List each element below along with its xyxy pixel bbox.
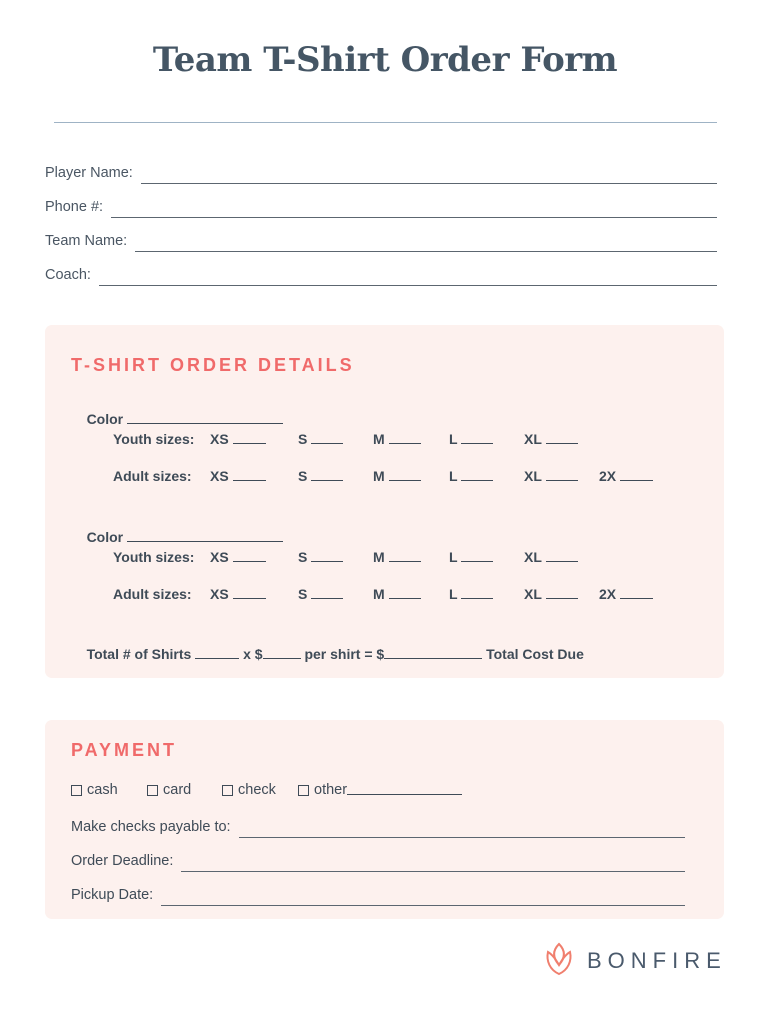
size-blank[interactable] xyxy=(389,468,421,481)
size-blank[interactable] xyxy=(546,586,578,599)
player-name-field[interactable] xyxy=(45,162,717,184)
size-label: L xyxy=(449,431,458,447)
cash-checkbox[interactable] xyxy=(71,785,82,796)
youth-1-xs[interactable] xyxy=(210,431,266,447)
total-shirts-blank[interactable] xyxy=(195,646,239,659)
payment-panel xyxy=(45,720,724,919)
bonfire-wordmark: BONFIRE xyxy=(587,948,727,973)
youth-1-l[interactable] xyxy=(449,431,493,447)
youth-2-s[interactable] xyxy=(298,549,343,565)
total-cost-blank[interactable] xyxy=(384,646,482,659)
totals-row xyxy=(71,630,584,678)
size-label: XL xyxy=(524,549,542,565)
bonfire-logo xyxy=(543,943,733,979)
adult-1-xs[interactable] xyxy=(210,468,266,484)
adult-sizes-1-label: Adult sizes: xyxy=(113,468,192,484)
check-checkbox[interactable] xyxy=(222,785,233,796)
order-details-heading: T-SHIRT ORDER DETAILS xyxy=(71,355,355,375)
youth-2-l[interactable] xyxy=(449,549,493,565)
size-blank[interactable] xyxy=(311,468,343,481)
size-blank[interactable] xyxy=(620,468,653,481)
other-option[interactable] xyxy=(298,782,462,798)
adult-1-l[interactable] xyxy=(449,468,493,484)
size-blank[interactable] xyxy=(311,431,343,444)
size-blank[interactable] xyxy=(461,431,493,444)
team-name-label: Team Name: xyxy=(45,233,128,249)
pickup-date-line[interactable] xyxy=(161,891,685,906)
cash-label: cash xyxy=(87,782,118,798)
adult-1-s[interactable] xyxy=(298,468,343,484)
youth-2-xs[interactable] xyxy=(210,549,266,565)
size-blank[interactable] xyxy=(546,549,578,562)
pickup-date-field[interactable] xyxy=(71,884,685,906)
size-blank[interactable] xyxy=(233,549,266,562)
size-label: S xyxy=(298,549,308,565)
price-blank[interactable] xyxy=(263,646,301,659)
card-checkbox[interactable] xyxy=(147,785,158,796)
bonfire-flame-icon xyxy=(543,941,575,982)
coach-label: Coach: xyxy=(45,267,91,283)
player-name-line[interactable] xyxy=(141,169,717,184)
color-2-label: Color xyxy=(86,529,124,545)
title-divider xyxy=(54,122,717,123)
size-blank[interactable] xyxy=(233,468,266,481)
size-label: S xyxy=(298,468,308,484)
total-cost-label: Total Cost Due xyxy=(486,646,584,662)
color-2-blank[interactable] xyxy=(127,529,283,542)
size-blank[interactable] xyxy=(461,586,493,599)
team-name-field[interactable] xyxy=(45,230,717,252)
youth-sizes-1-label: Youth sizes: xyxy=(113,431,195,447)
size-blank[interactable] xyxy=(233,431,266,444)
youth-1-s[interactable] xyxy=(298,431,343,447)
size-blank[interactable] xyxy=(461,549,493,562)
payment-heading: PAYMENT xyxy=(71,740,178,760)
size-label: XS xyxy=(210,431,229,447)
adult-1-xl[interactable] xyxy=(524,468,578,484)
adult-1-2x[interactable] xyxy=(599,468,653,484)
size-label: M xyxy=(373,549,385,565)
order-deadline-field[interactable] xyxy=(71,850,685,872)
adult-2-xs[interactable] xyxy=(210,586,266,602)
size-label: S xyxy=(298,586,308,602)
adult-2-l[interactable] xyxy=(449,586,493,602)
size-blank[interactable] xyxy=(546,431,578,444)
checks-payable-line[interactable] xyxy=(239,823,685,838)
adult-2-xl[interactable] xyxy=(524,586,578,602)
phone-line[interactable] xyxy=(111,203,717,218)
page-title: Team T-Shirt Order Form xyxy=(152,40,618,80)
size-label: M xyxy=(373,586,385,602)
check-label: check xyxy=(238,782,276,798)
adult-2-2x[interactable] xyxy=(599,586,653,602)
phone-field[interactable] xyxy=(45,196,717,218)
cash-option[interactable] xyxy=(71,782,118,798)
team-name-line[interactable] xyxy=(135,237,717,252)
other-label: other xyxy=(314,782,348,798)
pickup-date-label: Pickup Date: xyxy=(71,887,154,903)
size-label: XS xyxy=(210,586,229,602)
size-blank[interactable] xyxy=(389,431,421,444)
times-dollar-label: x $ xyxy=(243,646,263,662)
size-label: M xyxy=(373,468,385,484)
size-label: L xyxy=(449,549,458,565)
per-shirt-label: per shirt = $ xyxy=(304,646,385,662)
checks-payable-label: Make checks payable to: xyxy=(71,819,231,835)
adult-2-s[interactable] xyxy=(298,586,343,602)
size-label: XL xyxy=(524,431,542,447)
adult-sizes-2-label: Adult sizes: xyxy=(113,586,192,602)
size-label: XL xyxy=(524,586,542,602)
size-label: XL xyxy=(524,468,542,484)
youth-1-m[interactable] xyxy=(373,431,421,447)
player-name-label: Player Name: xyxy=(45,165,133,181)
youth-2-xl[interactable] xyxy=(524,549,578,565)
other-blank[interactable] xyxy=(347,782,462,795)
other-checkbox[interactable] xyxy=(298,785,309,796)
youth-2-m[interactable] xyxy=(373,549,421,565)
size-label: L xyxy=(449,586,458,602)
coach-field[interactable] xyxy=(45,264,717,286)
order-details-panel xyxy=(45,325,724,678)
checks-payable-field[interactable] xyxy=(71,816,685,838)
adult-2-m[interactable] xyxy=(373,586,421,602)
size-blank[interactable] xyxy=(311,586,343,599)
size-blank[interactable] xyxy=(620,586,653,599)
adult-1-m[interactable] xyxy=(373,468,421,484)
card-label: card xyxy=(163,782,192,798)
size-blank[interactable] xyxy=(389,586,421,599)
coach-line[interactable] xyxy=(99,271,717,286)
check-option[interactable] xyxy=(222,782,276,798)
size-label: XS xyxy=(210,468,229,484)
size-blank[interactable] xyxy=(311,549,343,562)
size-blank[interactable] xyxy=(389,549,421,562)
youth-1-xl[interactable] xyxy=(524,431,578,447)
size-label: M xyxy=(373,431,385,447)
order-deadline-label: Order Deadline: xyxy=(71,853,174,869)
youth-sizes-2-label: Youth sizes: xyxy=(113,549,195,565)
color-1-blank[interactable] xyxy=(127,411,283,424)
size-label: L xyxy=(449,468,458,484)
size-blank[interactable] xyxy=(233,586,266,599)
size-blank[interactable] xyxy=(461,468,493,481)
card-option[interactable] xyxy=(147,782,191,798)
total-shirts-label: Total # of Shirts xyxy=(86,646,192,662)
phone-label: Phone #: xyxy=(45,199,104,215)
order-deadline-line[interactable] xyxy=(181,857,685,872)
size-label: XS xyxy=(210,549,229,565)
color-1-label: Color xyxy=(86,411,124,427)
size-label: S xyxy=(298,431,308,447)
size-blank[interactable] xyxy=(546,468,578,481)
size-label: 2X xyxy=(599,586,617,602)
size-label: 2X xyxy=(599,468,617,484)
